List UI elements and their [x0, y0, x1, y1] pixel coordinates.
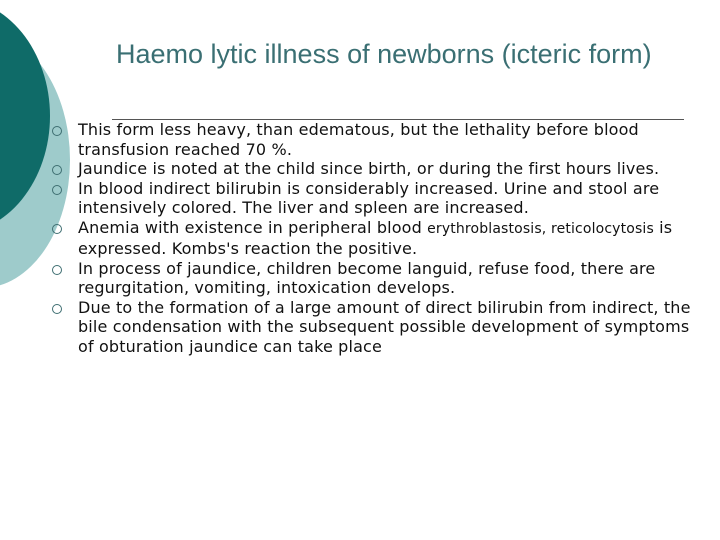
bullet-item: [50, 159, 710, 179]
bullet-text: Due to the formation of a large amount of direct bilirubin from indirect, the bile condensation with the subsequent possible development of symptoms of obturation jaundice can take place: [78, 297, 691, 356]
bullet-text: [78, 218, 710, 259]
bullet-text-part: Anemia with existence in peripheral blood: [78, 217, 428, 237]
bullet-text: Jaundice is noted at the child since birth, or during the first hours lives.: [78, 159, 660, 178]
bullet-list: [50, 120, 710, 356]
bullet-text-small: erythroblastosis, reticolocytosis: [427, 220, 654, 237]
bullet-text-part: is expressed. Kombs's reaction the positive.: [78, 217, 673, 258]
bullet-item: [50, 120, 710, 159]
bullet-circle-icon: [52, 126, 62, 136]
bullet-circle-icon: [52, 165, 62, 175]
bullet-circle-icon: [52, 304, 62, 314]
bullet-circle-icon: [52, 224, 62, 234]
bullet-text: In blood indirect bilirubin is considerably increased. Urine and stool are intensively colored. The liver and spleen are increased.: [78, 178, 660, 217]
bullet-item: [50, 218, 710, 259]
bullet-circle-icon: [52, 265, 62, 275]
bullet-text: In process of jaundice, children become languid, refuse food, there are regurgitation, vomiting, intoxication develops.: [78, 258, 656, 297]
bullet-item: [50, 259, 710, 298]
bullet-circle-icon: [52, 185, 62, 195]
bullet-item: [50, 179, 710, 218]
bullet-text: This form less heavy, than edematous, but the lethality before blood transfusion reached 70 %.: [78, 120, 639, 159]
slide-title: Haemo lytic illness of newborns (icteric form): [116, 39, 652, 69]
bullet-item: [50, 298, 710, 357]
